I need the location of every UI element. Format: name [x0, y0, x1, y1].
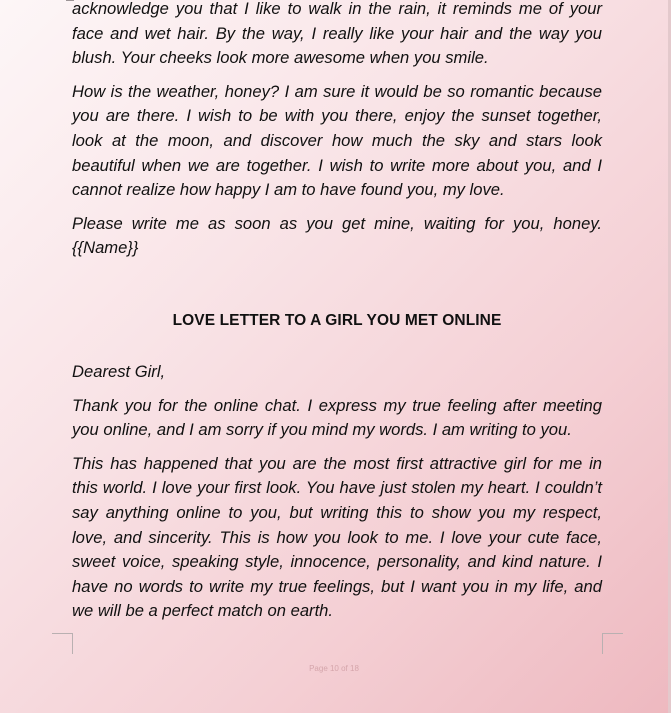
paragraph: This has happened that you are the most first attractive girl for me in this world. I love your first look. You have just stolen my heart. I couldn’t say anything online to you, but writing this to show you my respect, love, and sincerity. This is how you look to me. I love your cute face, sweet voice, speaking style, innocence, personality, and kind nature. I have no words to write my true feelings, but I want you in my life, and we will be a perfect match on earth. [72, 453, 602, 621]
paragraph: How is the weather, honey? I am sure it would be so romantic because you are there. I wish to be with you there, enjoy the sunset together, look at the moon, and discover how much the sky and stars look beautiful when we are together. I wish to write more about you, and I cannot realize how happy I am to have found you, my love. [72, 81, 602, 200]
section-heading: LOVE LETTER TO A GIRL YOU MET ONLINE [172, 312, 502, 329]
page-number-footer: Page 10 of 18 [309, 664, 359, 673]
paragraph: acknowledge you that I like to walk in the rain, it reminds me of your face and wet hair. By the way, I really like your hair and the way you blush. Your cheeks look more awesome when you smile. [72, 0, 602, 68]
crop-mark-right [602, 633, 623, 654]
letter-section-online [72, 360, 602, 633]
paragraph: Thank you for the online chat. I express my true feeling after meeting you online, and I am sorry if you mind my words. I am writing to you. [72, 395, 602, 440]
crop-mark-left [52, 633, 73, 654]
letter-section-top [72, 0, 602, 270]
salutation: Dearest Girl, [72, 362, 166, 381]
paragraph-signoff: Please write me as soon as you get mine, waiting for you, honey. {{Name}} [72, 213, 602, 258]
